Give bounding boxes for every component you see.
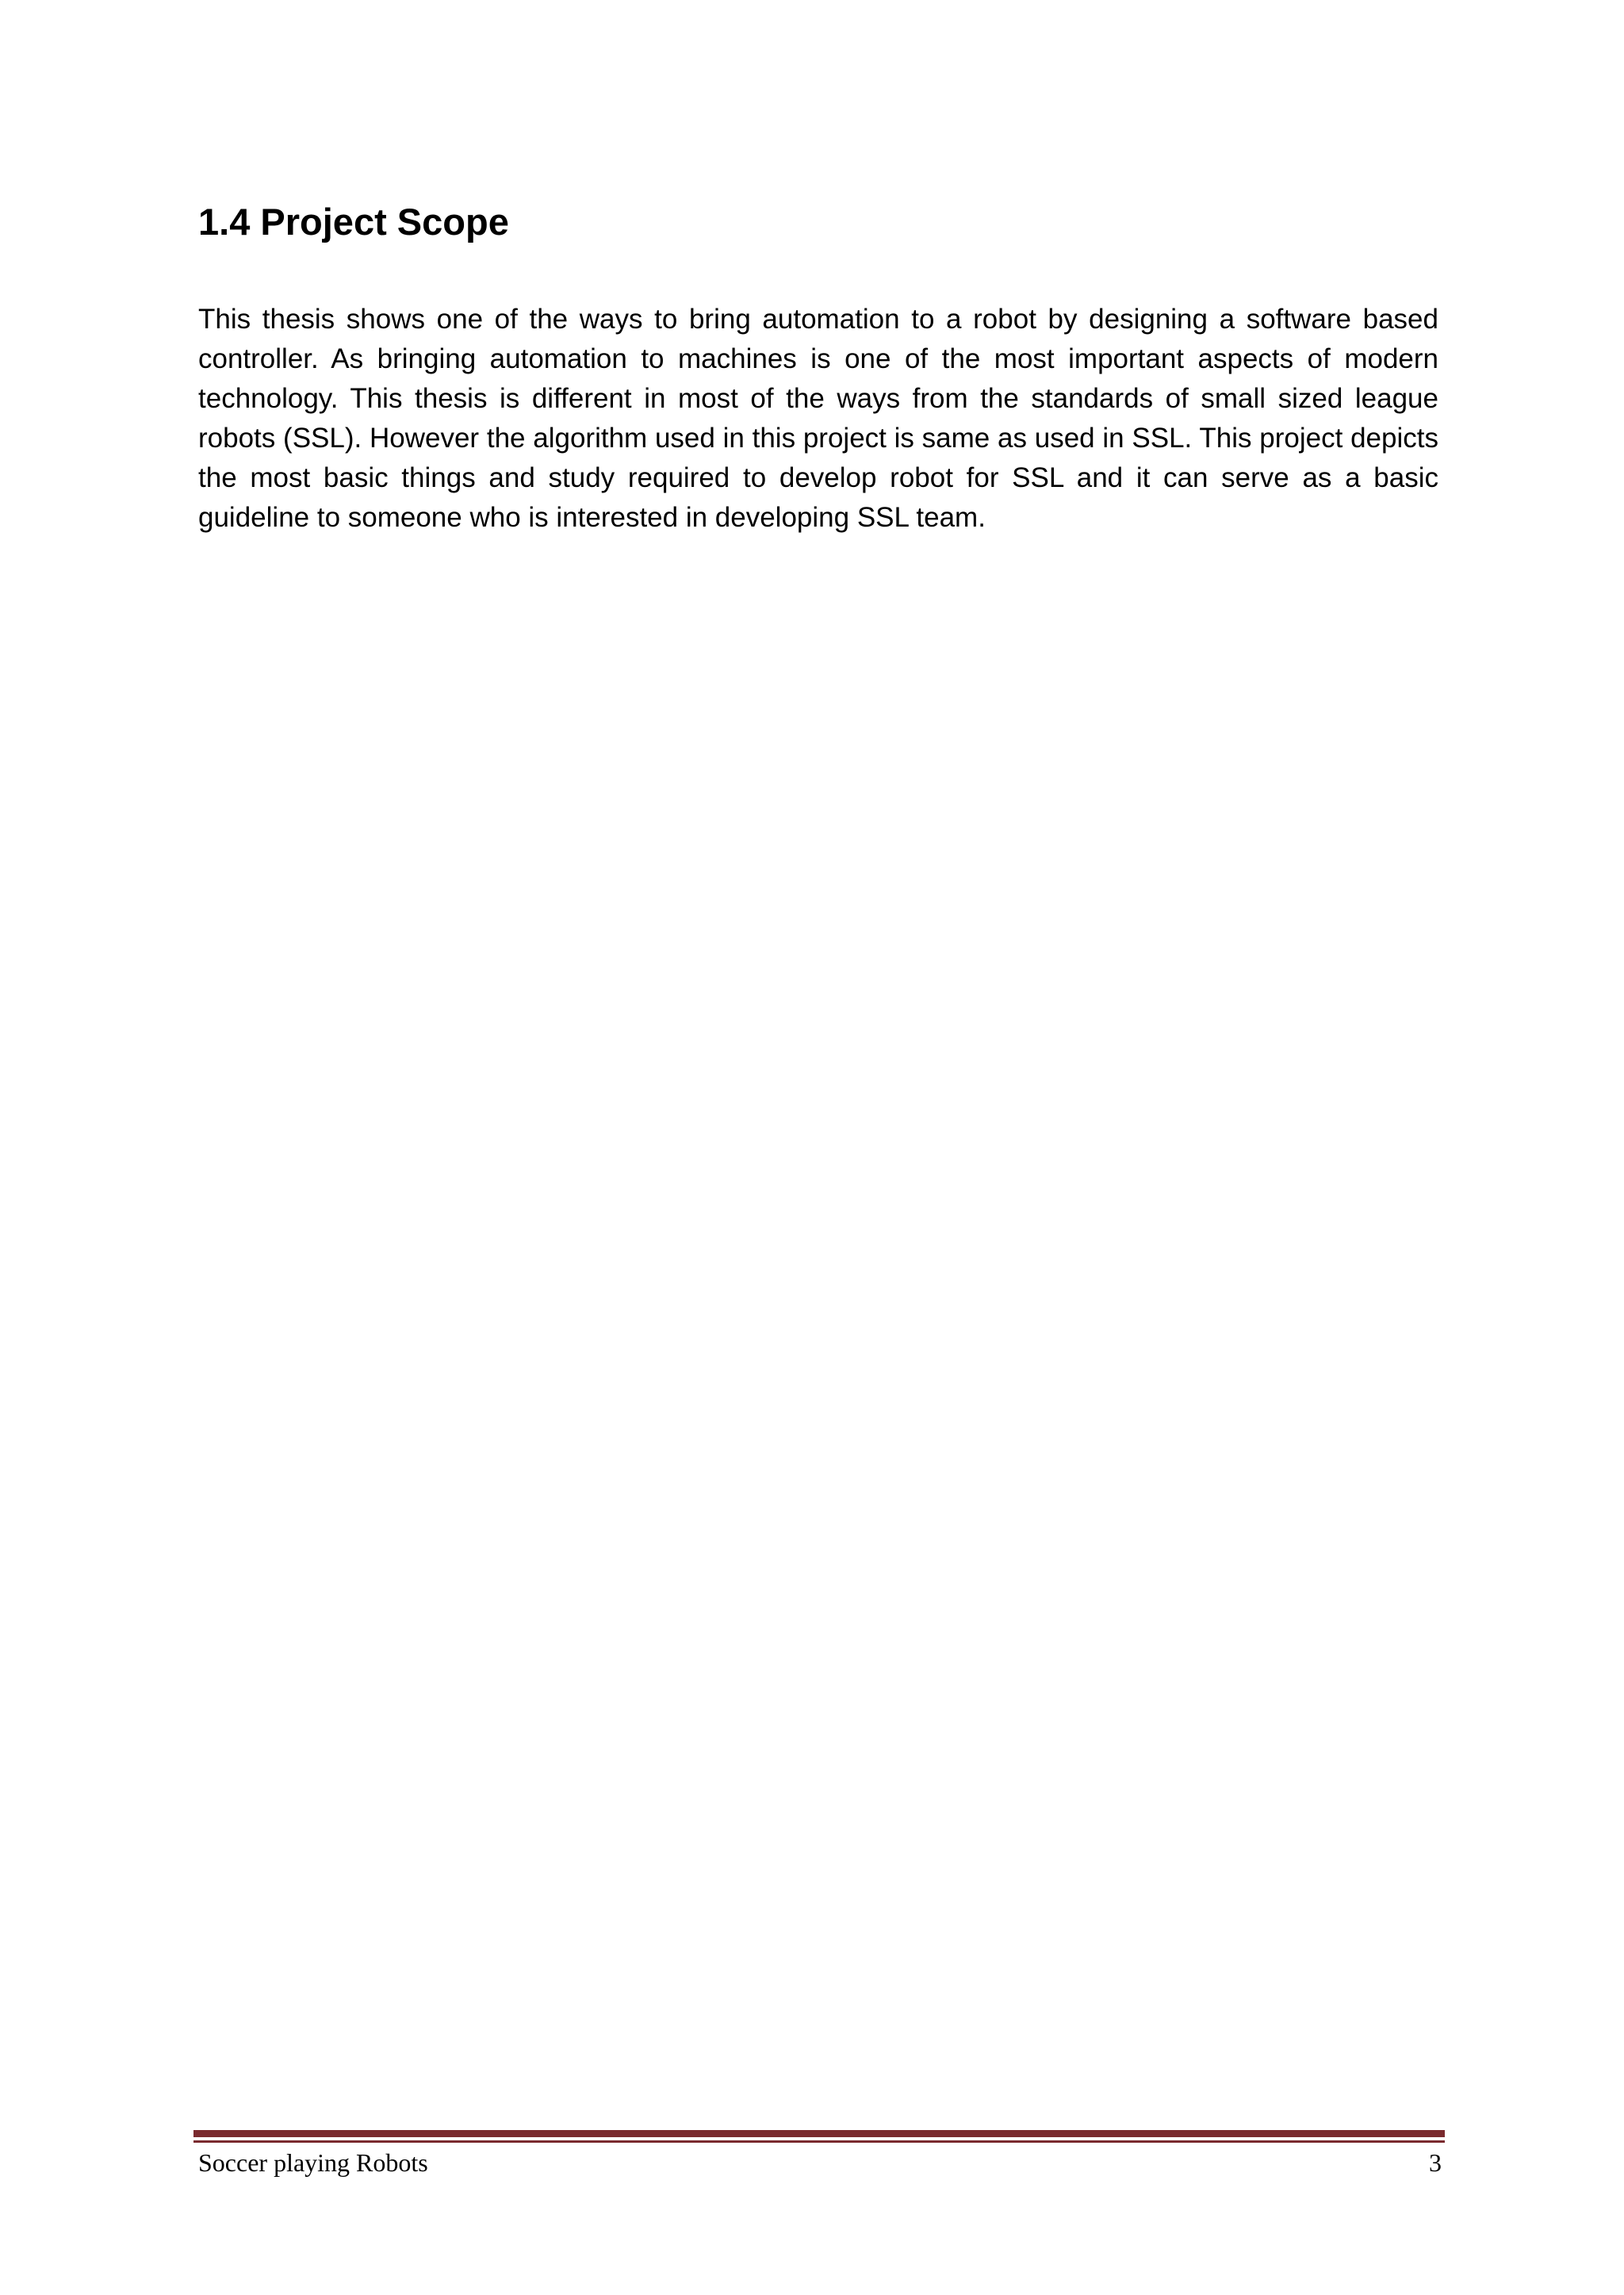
section-heading: 1.4 Project Scope <box>198 201 509 243</box>
body-paragraph: This thesis shows one of the ways to bring automation to a robot by designing a software based controller. As bringing automation to machines is one of the most important aspects of modern technology. This thesis is different in most of the ways from the standards of small sized league robots (SSL). However the algorithm used in this project is same as used in SSL. This project depicts the most basic things and study required to develop robot for SSL and it can serve as a basic guideline to someone who is interested in developing SSL team. <box>198 304 1438 533</box>
footer-rule-thin <box>193 2140 1445 2143</box>
footer-title: Soccer playing Robots <box>198 2148 428 2177</box>
footer-rule-thick <box>193 2130 1445 2137</box>
page-number: 3 <box>1429 2148 1442 2177</box>
